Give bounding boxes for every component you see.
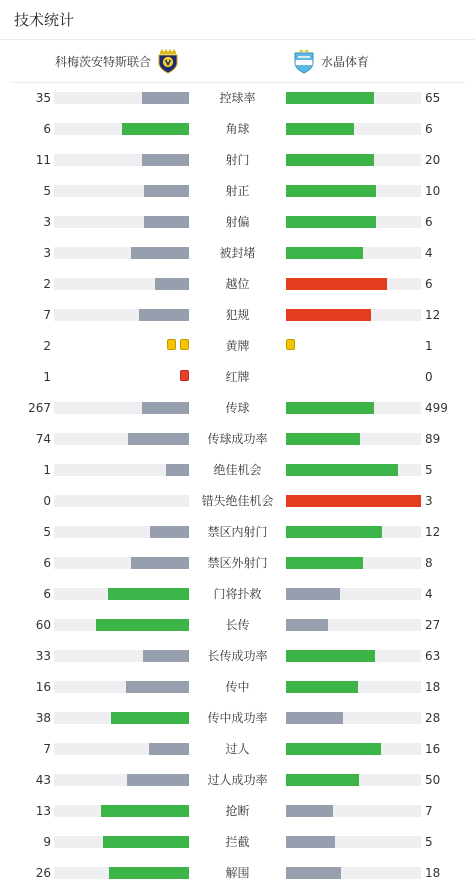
- away-stat-bar: [286, 557, 421, 569]
- stat-row: [0, 212, 475, 232]
- away-stat-bar-fill: [286, 867, 341, 879]
- home-stat-bar-fill: [131, 557, 189, 569]
- stat-label: 角球: [225, 122, 250, 136]
- home-stat-bar: [54, 402, 189, 414]
- home-stat-bar: [54, 464, 189, 476]
- away-stat-bar: [286, 712, 421, 724]
- stat-row: [0, 739, 475, 759]
- away-stat-bar: [286, 464, 421, 476]
- stat-row: [0, 243, 475, 263]
- home-cards: [176, 370, 189, 384]
- away-stat-bar-fill: [286, 650, 375, 662]
- away-stat-bar: [286, 650, 421, 662]
- home-stat-bar-fill: [143, 650, 189, 662]
- stat-label: 拦截: [225, 835, 250, 849]
- home-stat-bar: [54, 619, 189, 631]
- away-stat-bar: [286, 247, 421, 259]
- home-stat-value: 16: [35, 680, 51, 694]
- home-stat-value: 33: [35, 649, 51, 663]
- home-stat-bar-fill: [149, 743, 190, 755]
- away-stat-bar-fill: [286, 309, 371, 321]
- away-stat-bar: [286, 867, 421, 879]
- red-card-icon: [180, 370, 189, 381]
- stat-label: 越位: [225, 277, 250, 291]
- home-stat-bar: [54, 216, 189, 228]
- away-stat-value: 6: [425, 277, 433, 291]
- page-title: 技术统计: [14, 11, 75, 29]
- away-stat-bar: [286, 278, 421, 290]
- stat-row: [0, 615, 475, 635]
- stat-label: 传球: [225, 401, 250, 415]
- away-stat-value: 4: [425, 246, 433, 260]
- home-stat-value: 6: [43, 587, 51, 601]
- away-stat-value: 3: [425, 494, 433, 508]
- home-stat-value: 2: [43, 277, 51, 291]
- away-stat-bar-fill: [286, 526, 382, 538]
- stat-label: 长传: [225, 618, 250, 632]
- stat-row: [0, 398, 475, 418]
- yellow-card-icon: [167, 339, 176, 350]
- home-stat-bar-fill: [96, 619, 189, 631]
- away-stat-bar: [286, 216, 421, 228]
- home-stat-bar-fill: [128, 433, 189, 445]
- away-stat-value: 0: [425, 370, 433, 384]
- away-stat-bar-fill: [286, 154, 374, 166]
- away-stat-bar-fill: [286, 433, 360, 445]
- away-stat-bar: [286, 526, 421, 538]
- away-stat-bar: [286, 123, 421, 135]
- home-stat-bar: [54, 495, 189, 507]
- away-stat-value: 12: [425, 525, 441, 539]
- away-stat-value: 65: [425, 91, 441, 105]
- home-stat-value: 0: [43, 494, 51, 508]
- home-stat-value: 2: [43, 339, 51, 353]
- home-stat-value: 60: [35, 618, 51, 632]
- away-stat-bar: [286, 805, 421, 817]
- away-stat-bar: [286, 681, 421, 693]
- away-stat-bar: [286, 619, 421, 631]
- away-stat-bar-fill: [286, 743, 381, 755]
- home-stat-bar-fill: [142, 402, 189, 414]
- stat-label: 长传成功率: [207, 649, 268, 663]
- home-stat-value: 6: [43, 122, 51, 136]
- home-stat-bar: [54, 557, 189, 569]
- away-stat-value: 89: [425, 432, 441, 446]
- stat-row: [0, 491, 475, 511]
- stat-row: [0, 181, 475, 201]
- away-stat-bar: [286, 402, 421, 414]
- stat-label: 禁区外射门: [207, 556, 268, 570]
- home-stat-value: 35: [35, 91, 51, 105]
- home-stat-bar-fill: [144, 216, 189, 228]
- stat-label: 传中: [225, 680, 250, 694]
- away-stat-bar: [286, 495, 421, 507]
- stat-row: [0, 88, 475, 108]
- away-stat-value: 16: [425, 742, 441, 756]
- stat-row: [0, 429, 475, 449]
- home-stat-value: 267: [28, 401, 51, 415]
- stat-label: 传中成功率: [207, 711, 268, 725]
- stat-label: 绝佳机会: [213, 463, 262, 477]
- home-stat-bar-fill: [155, 278, 189, 290]
- home-stat-bar: [54, 805, 189, 817]
- stat-label: 射偏: [225, 215, 250, 229]
- stat-label: 控球率: [219, 91, 256, 105]
- away-stat-bar-fill: [286, 805, 333, 817]
- home-stat-value: 6: [43, 556, 51, 570]
- stat-row: [0, 460, 475, 480]
- home-stat-bar-fill: [142, 92, 189, 104]
- away-stat-bar-fill: [286, 402, 374, 414]
- stat-row: [0, 522, 475, 542]
- away-team-name: 水晶体育: [321, 54, 370, 69]
- home-stat-bar: [54, 278, 189, 290]
- away-stat-bar: [286, 433, 421, 445]
- stat-row: [0, 150, 475, 170]
- home-stat-bar-fill: [150, 526, 189, 538]
- stat-label: 过人: [225, 742, 250, 756]
- home-stat-bar: [54, 247, 189, 259]
- home-stat-value: 74: [35, 432, 51, 446]
- page-header: [0, 0, 475, 40]
- home-team-logo: [157, 48, 179, 74]
- home-stat-bar: [54, 867, 189, 879]
- away-stat-bar-fill: [286, 185, 376, 197]
- stat-row: [0, 553, 475, 573]
- stat-label: 门将扑救: [213, 587, 262, 601]
- stat-row: [0, 119, 475, 139]
- home-stat-bar: [54, 712, 189, 724]
- away-stat-value: 499: [425, 401, 448, 415]
- home-stat-bar: [54, 309, 189, 321]
- home-stat-bar-fill: [144, 185, 189, 197]
- home-stat-value: 38: [35, 711, 51, 725]
- home-stat-value: 5: [43, 184, 51, 198]
- away-stat-bar-fill: [286, 464, 398, 476]
- stat-label: 射正: [225, 184, 250, 198]
- stat-row: [0, 708, 475, 728]
- away-stat-bar-fill: [286, 278, 387, 290]
- away-stat-value: 10: [425, 184, 441, 198]
- home-stat-bar-fill: [126, 681, 189, 693]
- home-stat-bar: [54, 433, 189, 445]
- home-stat-bar: [54, 526, 189, 538]
- stat-label: 抢断: [225, 804, 250, 818]
- stat-label: 红牌: [225, 370, 250, 384]
- home-stat-value: 1: [43, 370, 51, 384]
- home-stat-value: 11: [35, 153, 51, 167]
- away-stat-value: 5: [425, 463, 433, 477]
- away-stat-bar-fill: [286, 836, 335, 848]
- stat-row: [0, 646, 475, 666]
- away-stat-value: 12: [425, 308, 441, 322]
- home-stat-bar: [54, 743, 189, 755]
- yellow-card-icon: [286, 339, 295, 350]
- away-stat-bar: [286, 588, 421, 600]
- home-stat-bar: [54, 836, 189, 848]
- away-stat-bar-fill: [286, 619, 328, 631]
- stat-label: 传球成功率: [207, 432, 268, 446]
- away-stat-bar: [286, 154, 421, 166]
- away-team[interactable]: [293, 40, 369, 82]
- stat-row: [0, 274, 475, 294]
- home-stat-value: 13: [35, 804, 51, 818]
- stat-row: [0, 677, 475, 697]
- home-stat-value: 9: [43, 835, 51, 849]
- away-stat-value: 8: [425, 556, 433, 570]
- away-stat-value: 6: [425, 122, 433, 136]
- home-stat-value: 1: [43, 463, 51, 477]
- home-stat-bar-fill: [108, 588, 189, 600]
- home-stat-value: 3: [43, 246, 51, 260]
- home-stat-bar-fill: [109, 867, 189, 879]
- away-stat-value: 28: [425, 711, 441, 725]
- away-stat-bar-fill: [286, 557, 363, 569]
- away-stat-bar: [286, 92, 421, 104]
- away-stat-value: 18: [425, 680, 441, 694]
- stat-label: 错失绝佳机会: [201, 494, 274, 508]
- home-stat-bar-fill: [101, 805, 189, 817]
- away-stat-value: 1: [425, 339, 433, 353]
- home-stat-bar-fill: [122, 123, 190, 135]
- home-stat-value: 3: [43, 215, 51, 229]
- home-stat-bar: [54, 185, 189, 197]
- away-stat-bar-fill: [286, 123, 354, 135]
- home-stat-value: 43: [35, 773, 51, 787]
- away-stat-bar: [286, 836, 421, 848]
- home-stat-bar-fill: [111, 712, 189, 724]
- stat-label: 射门: [225, 153, 250, 167]
- home-stat-bar-fill: [166, 464, 189, 476]
- stat-label: 过人成功率: [207, 773, 268, 787]
- away-stat-bar-fill: [286, 712, 343, 724]
- away-cards: [286, 339, 299, 353]
- away-stat-value: 5: [425, 835, 433, 849]
- home-stat-value: 26: [35, 866, 51, 880]
- stat-row: [0, 770, 475, 790]
- home-stat-value: 5: [43, 525, 51, 539]
- away-stat-bar: [286, 309, 421, 321]
- away-stat-bar-fill: [286, 495, 421, 507]
- away-stat-bar-fill: [286, 216, 376, 228]
- stat-label: 解围: [225, 866, 250, 880]
- home-stat-bar: [54, 681, 189, 693]
- home-stat-bar-fill: [127, 774, 189, 786]
- home-stat-bar: [54, 588, 189, 600]
- stat-label: 犯规: [225, 308, 250, 322]
- away-stat-value: 6: [425, 215, 433, 229]
- home-stat-bar: [54, 774, 189, 786]
- away-stat-value: 50: [425, 773, 441, 787]
- stat-row: [0, 305, 475, 325]
- stat-row: [0, 584, 475, 604]
- away-stat-value: 4: [425, 587, 433, 601]
- home-stat-value: 7: [43, 308, 51, 322]
- away-stat-bar: [286, 774, 421, 786]
- stat-row: [0, 863, 475, 883]
- teams-header: [10, 40, 465, 83]
- away-team-logo: [293, 48, 315, 74]
- home-stat-bar: [54, 154, 189, 166]
- away-stat-value: 18: [425, 866, 441, 880]
- home-cards: [163, 339, 189, 353]
- stat-label: 黄牌: [225, 339, 250, 353]
- home-team-name: 科梅茨安特斯联合: [54, 54, 151, 69]
- stat-row: [0, 336, 475, 356]
- away-stat-bar: [286, 185, 421, 197]
- stat-row: [0, 832, 475, 852]
- stat-row: [0, 801, 475, 821]
- away-stat-bar-fill: [286, 774, 359, 786]
- stat-row: [0, 367, 475, 387]
- stat-label: 被封堵: [219, 246, 256, 260]
- home-stat-bar-fill: [142, 154, 189, 166]
- home-stat-bar-fill: [139, 309, 189, 321]
- home-team[interactable]: [55, 40, 179, 82]
- home-stat-bar-fill: [103, 836, 189, 848]
- away-stat-value: 20: [425, 153, 441, 167]
- home-stat-bar: [54, 123, 189, 135]
- home-stat-value: 7: [43, 742, 51, 756]
- away-stat-bar-fill: [286, 588, 340, 600]
- home-stat-bar: [54, 92, 189, 104]
- stat-label: 禁区内射门: [207, 525, 268, 539]
- away-stat-bar-fill: [286, 681, 358, 693]
- away-stat-bar-fill: [286, 92, 374, 104]
- away-stat-value: 63: [425, 649, 441, 663]
- away-stat-value: 27: [425, 618, 441, 632]
- home-stat-bar: [54, 650, 189, 662]
- home-stat-bar-fill: [131, 247, 189, 259]
- away-stat-bar: [286, 743, 421, 755]
- away-stat-bar-fill: [286, 247, 363, 259]
- yellow-card-icon: [180, 339, 189, 350]
- away-stat-value: 7: [425, 804, 433, 818]
